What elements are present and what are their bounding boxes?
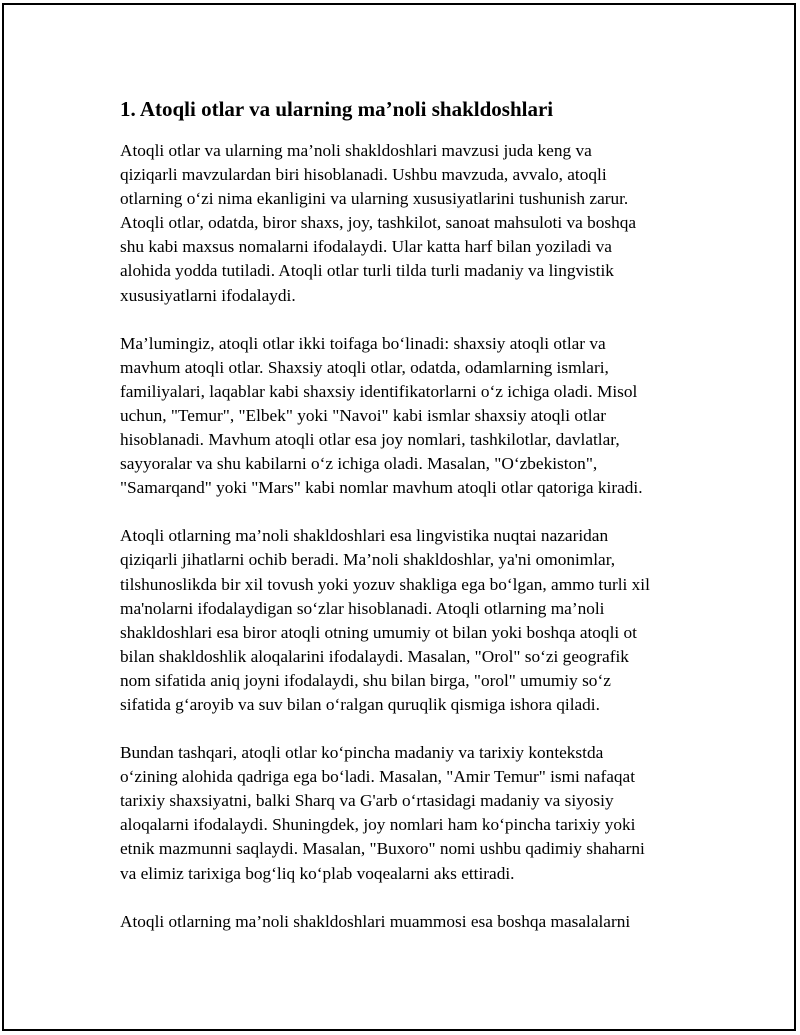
text-line: etnik mazmunni saqlaydi. Masalan, "Buxoro" nomi ushbu qadimiy shaharni [120, 839, 645, 859]
document-body [120, 96, 686, 958]
text-line: Atoqli otlarning ma’noli shakldoshlari muammosi esa boshqa masalalarni [120, 911, 631, 931]
text-line: tilshunoslikda bir xil tovush yoki yozuv shakliga ega bo‘lgan, ammo turli xil [120, 574, 650, 594]
text-line: Atoqli otlarning ma’noli shakldoshlari esa lingvistika nuqtai nazaridan [120, 526, 609, 546]
text-line: hisoblanadi. Mavhum atoqli otlar esa joy nomlari, tashkilotlar, davlatlar, [120, 430, 620, 450]
text-line: sayyoralar va shu kabilarni o‘z ichiga oladi. Masalan, "O‘zbekiston", [120, 454, 598, 474]
text-line: va elimiz tarixiga bog‘liq ko‘plab voqealarni aks ettiradi. [120, 863, 515, 883]
text-line: Atoqli otlar va ularning ma’noli shakldoshlari mavzusi juda keng va [120, 141, 592, 160]
text-line: otlarning o‘zi nima ekanligini va ularning xususiyatlarini tushunish zarur. [120, 189, 629, 209]
paragraph-5 [120, 910, 686, 934]
text-line: o‘zining alohida qadriga ega bo‘ladi. Masalan, "Amir Temur" ismi nafaqat [120, 767, 636, 787]
text-line: qiziqarli jihatlarni ochib beradi. Ma’noli shakldoshlar, ya'ni omonimlar, [120, 550, 616, 570]
text-line: qiziqarli mavzulardan biri hisoblanadi. Ushbu mavzuda, avvalo, atoqli [120, 165, 607, 185]
text-line: mavhum atoqli otlar. Shaxsiy atoqli otlar, odatda, odamlarning ismlari, [120, 357, 609, 377]
text-line: familiyalari, laqablar kabi shaxsiy identifikatorlarni o‘z ichiga oladi. Misol [120, 381, 638, 401]
text-line: "Samarqand" yoki "Mars" kabi nomlar mavhum atoqli otlar qatoriga kiradi. [120, 478, 643, 498]
text-line: nom sifatida aniq joyni ifodalaydi, shu bilan birga, "orol" umumiy so‘z [120, 670, 611, 690]
text-line: sifatida g‘aroyib va suv bilan o‘ralgan quruqlik qismiga ishora qiladi. [120, 694, 600, 714]
text-line: tarixiy shaxsiyatni, balki Sharq va G'arb o‘rtasidagi madaniy va siyosiy [120, 791, 614, 811]
document-page [2, 3, 796, 1031]
text-line: bilan shakldoshlik aloqalarini ifodalaydi. Masalan, "Orol" so‘zi geografik [120, 646, 629, 666]
text-line: Ma’lumingiz, atoqli otlar ikki toifaga bo‘linadi: shaxsiy atoqli otlar va [120, 333, 606, 353]
text-line: Atoqli otlar, odatda, biror shaxs, joy, tashkilot, sanoat mahsuloti va boshqa [120, 213, 637, 233]
text-line: shakldoshlari esa biror atoqli otning umumiy ot bilan yoki boshqa atoqli ot [120, 622, 637, 642]
text-line: shu kabi maxsus nomalarni ifodalaydi. Ular katta harf bilan yoziladi va [120, 237, 612, 257]
paragraph-3 [120, 524, 686, 717]
text-line: alohida yodda tutiladi. Atoqli otlar turli tilda turli madaniy va lingvistik [120, 261, 614, 281]
paragraph-1 [120, 139, 686, 308]
text-line: Bundan tashqari, atoqli otlar ko‘pincha madaniy va tarixiy kontekstda [120, 743, 604, 763]
text-line: uchun, "Temur", "Elbek" yoki "Navoi" kabi ismlar shaxsiy atoqli otlar [120, 405, 607, 425]
text-line: ma'nolarni ifodalaydigan so‘zlar hisoblanadi. Atoqli otlarning ma’noli [120, 598, 605, 618]
paragraph-4 [120, 741, 686, 886]
text-line: xususiyatlarni ifodalaydi. [120, 285, 296, 305]
section-heading: 1. Atoqli otlar va ularning ma’noli shakldoshlari [120, 97, 554, 121]
text-line: aloqalarni ifodalaydi. Shuningdek, joy nomlari ham ko‘pincha tarixiy yoki [120, 815, 636, 835]
paragraph-2 [120, 332, 686, 501]
